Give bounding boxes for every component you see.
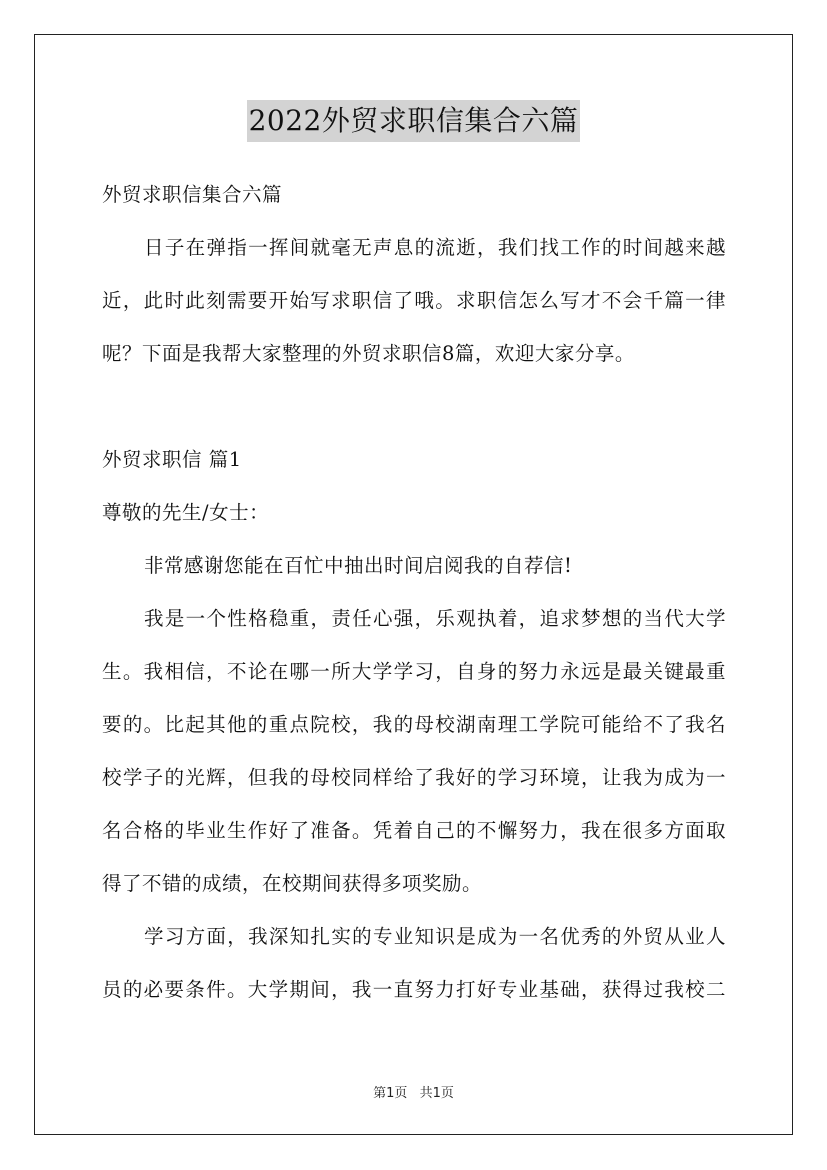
section-heading: 外贸求职信 篇1: [102, 448, 242, 471]
paragraph-line: 我是一个性格稳重，责任心强，乐观执着，追求梦想的当代大学: [144, 607, 726, 630]
document-subtitle: 外贸求职信集合六篇: [102, 183, 283, 206]
paragraph-line: 名合格的毕业生作好了准备。凭着自己的不懈努力，我在很多方面取: [102, 819, 726, 842]
paragraph-line: 生。我相信，不论在哪一所大学学习，自身的努力永远是最关键最重: [102, 660, 726, 683]
paragraph-line: 学习方面，我深知扎实的专业知识是成为一名优秀的外贸从业人: [144, 925, 726, 948]
salutation: 尊敬的先生/女士：: [102, 501, 270, 524]
intro-line: 日子在弹指一挥间就毫无声息的流逝，我们找工作的时间越来越: [144, 236, 726, 259]
document-body: [102, 168, 726, 1016]
title-area: [0, 100, 827, 142]
paragraph-line: 得了不错的成绩，在校期间获得多项奖励。: [102, 872, 483, 895]
intro-line: 近，此时此刻需要开始写求职信了哦。求职信怎么写才不会千篇一律: [102, 289, 726, 312]
document-title: 2022外贸求职信集合六篇: [247, 100, 581, 142]
page-total: 共1页: [419, 1086, 454, 1101]
paragraph-line: 员的必要条件。大学期间，我一直努力打好专业基础，获得过我校二: [102, 978, 726, 1001]
page-number: 第1页: [373, 1086, 408, 1101]
page-footer: [0, 1082, 827, 1101]
blank-line: [102, 380, 726, 433]
paragraph-line: 要的。比起其他的重点院校，我的母校湖南理工学院可能给不了我名: [102, 713, 726, 736]
paragraph-line: 校学子的光辉，但我的母校同样给了我好的学习环境，让我为成为一: [102, 766, 726, 789]
thanks-line: 非常感谢您能在百忙中抽出时间启阅我的自荐信!: [144, 554, 573, 577]
intro-line: 呢？下面是我帮大家整理的外贸求职信8篇，欢迎大家分享。: [102, 342, 635, 365]
